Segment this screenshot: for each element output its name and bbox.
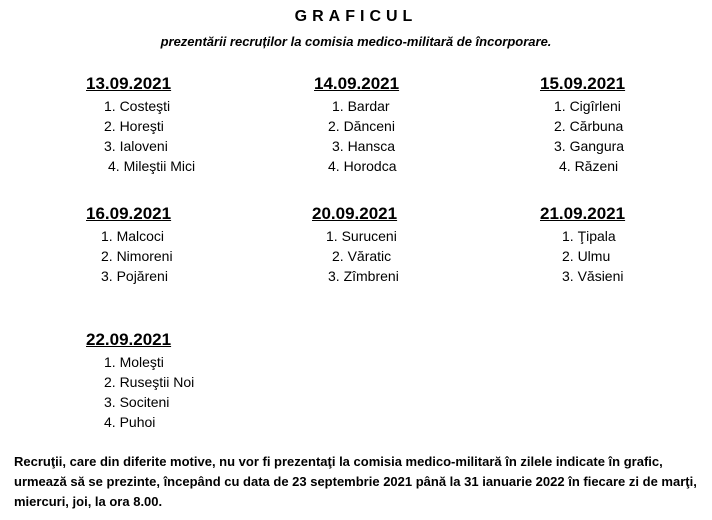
locality-item: 1. Suruceni: [326, 228, 397, 244]
locality-item: 1. Bardar: [332, 98, 390, 114]
footer-note: Recruţii, care din diferite motive, nu vor fi prezentaţi la comisia medico-militară în zilele indicate în grafic, urmează să se prezinte, începând cu data de 23 septembrie 2021 până la 31 ianuarie 2022 în fiecare zi de marţi, miercuri, joi, la ora 8.00.: [14, 454, 697, 509]
locality-list: [312, 226, 512, 286]
locality-item: 2. Dănceni: [328, 118, 395, 134]
schedule-group-6: [540, 204, 712, 286]
locality-item: 1. Malcoci: [101, 228, 165, 244]
schedule-group-7: [86, 330, 286, 432]
locality-item: 2. Cărbuna: [554, 118, 624, 134]
locality-list: [86, 352, 286, 432]
locality-list: [86, 226, 286, 286]
locality-item: 3. Văsieni: [562, 268, 624, 284]
page-title: GRAFICUL: [294, 8, 418, 25]
schedule-group-1: [86, 74, 286, 176]
locality-item: 3. Hansca: [332, 138, 396, 154]
locality-item: 4. Răzeni: [559, 158, 619, 174]
locality-item: 2. Nimoreni: [101, 248, 173, 264]
locality-item: 2. Ruseştii Noi: [104, 374, 195, 390]
locality-item: 2. Horeşti: [104, 118, 164, 134]
schedule-group-3: [540, 74, 712, 176]
locality-item: 3. Sociteni: [104, 394, 170, 410]
locality-item: 3. Gangura: [554, 138, 625, 154]
locality-item: 4. Mileştii Mici: [108, 158, 196, 174]
locality-list: [540, 96, 712, 176]
page-subtitle: prezentării recruților la comisia medico-militară de încorporare.: [160, 34, 552, 49]
locality-item: 3. Zîmbreni: [328, 268, 399, 284]
locality-item: 2. Ulmu: [562, 248, 611, 264]
schedule-date: 22.09.2021: [86, 330, 172, 349]
locality-list: [314, 96, 514, 176]
locality-list: [540, 226, 712, 286]
locality-item: 3. Pojăreni: [101, 268, 168, 284]
schedule-date: 15.09.2021: [540, 74, 626, 93]
locality-item: 4. Puhoi: [104, 414, 156, 430]
schedule-group-5: [312, 204, 512, 286]
locality-item: 3. Ialoveni: [104, 138, 168, 154]
locality-item: 2. Văratic: [332, 248, 392, 264]
locality-item: 1. Cigîrleni: [554, 98, 621, 114]
schedule-date: 13.09.2021: [86, 74, 172, 93]
schedule-group-2: [314, 74, 514, 176]
schedule-date: 16.09.2021: [86, 204, 172, 223]
locality-list: [86, 96, 286, 176]
schedule-date: 20.09.2021: [312, 204, 398, 223]
locality-item: 4. Horodca: [328, 158, 397, 174]
locality-item: 1. Ţipala: [562, 228, 616, 244]
schedule-group-4: [86, 204, 286, 286]
schedule-date: 21.09.2021: [540, 204, 626, 223]
locality-item: 1. Moleşti: [104, 354, 164, 370]
locality-item: 1. Costeşti: [104, 98, 171, 114]
schedule-date: 14.09.2021: [314, 74, 400, 93]
